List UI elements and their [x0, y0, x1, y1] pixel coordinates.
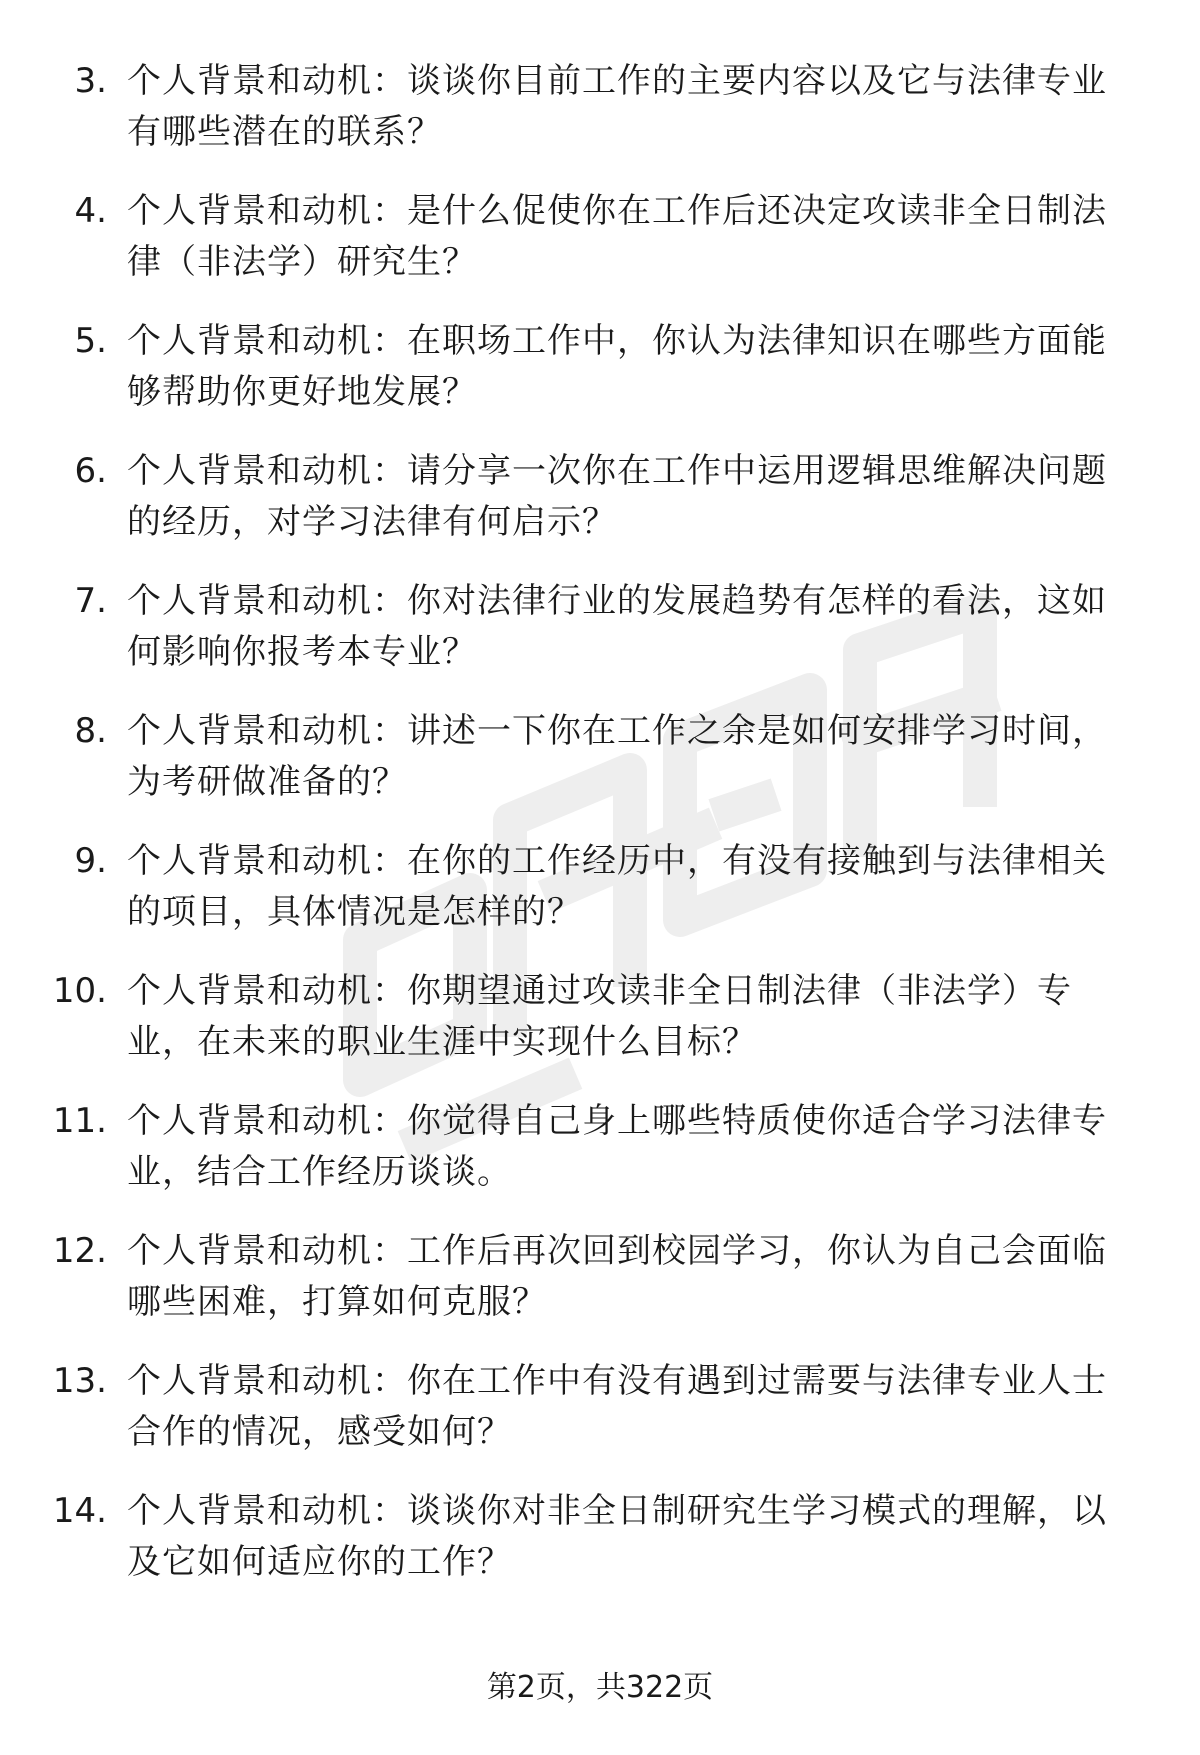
question-number: 13.	[52, 1361, 107, 1401]
question-item	[0, 706, 1200, 836]
question-item	[0, 1096, 1200, 1226]
question-text: 个人背景和动机：工作后再次回到校园学习，你认为自己会面临哪些困难，打算如何克服？	[127, 1231, 1107, 1322]
question-text: 个人背景和动机：谈谈你目前工作的主要内容以及它与法律专业有哪些潜在的联系？	[127, 61, 1107, 152]
question-number: 14.	[52, 1491, 107, 1531]
question-number: 9.	[74, 841, 107, 881]
question-item	[0, 1486, 1200, 1616]
question-item	[0, 186, 1200, 316]
page-number-footer: 第2页，共322页	[486, 1670, 714, 1705]
question-text: 个人背景和动机：是什么促使你在工作后还决定攻读非全日制法律（非法学）研究生？	[127, 191, 1107, 282]
question-number: 11.	[52, 1101, 107, 1141]
question-number: 3.	[74, 61, 107, 101]
question-number: 8.	[74, 711, 107, 751]
question-number: 4.	[74, 191, 107, 231]
question-item	[0, 1226, 1200, 1356]
question-text: 个人背景和动机：在职场工作中，你认为法律知识在哪些方面能够帮助你更好地发展？	[127, 321, 1107, 412]
question-text: 个人背景和动机：请分享一次你在工作中运用逻辑思维解决问题的经历，对学习法律有何启示？	[127, 451, 1107, 542]
question-item	[0, 836, 1200, 966]
question-text: 个人背景和动机：讲述一下你在工作之余是如何安排学习时间，为考研做准备的？	[127, 711, 1107, 802]
question-item	[0, 1356, 1200, 1486]
question-item	[0, 966, 1200, 1096]
question-item	[0, 446, 1200, 576]
question-item	[0, 576, 1200, 706]
question-text: 个人背景和动机：你在工作中有没有遇到过需要与法律专业人士合作的情况，感受如何？	[127, 1361, 1107, 1452]
question-text: 个人背景和动机：在你的工作经历中，有没有接触到与法律相关的项目，具体情况是怎样的？	[127, 841, 1107, 932]
question-number: 5.	[74, 321, 107, 361]
question-item	[0, 56, 1200, 186]
question-number: 10.	[52, 971, 107, 1011]
question-number: 6.	[74, 451, 107, 491]
question-number: 12.	[52, 1231, 107, 1271]
question-text: 个人背景和动机：你觉得自己身上哪些特质使你适合学习法律专业，结合工作经历谈谈。	[127, 1101, 1107, 1192]
question-list	[0, 56, 1200, 1616]
question-text: 个人背景和动机：谈谈你对非全日制研究生学习模式的理解，以及它如何适应你的工作？	[127, 1491, 1107, 1582]
question-text: 个人背景和动机：你对法律行业的发展趋势有怎样的看法，这如何影响你报考本专业？	[127, 581, 1107, 672]
question-number: 7.	[74, 581, 107, 621]
question-text: 个人背景和动机：你期望通过攻读非全日制法律（非法学）专业，在未来的职业生涯中实现什么目标？	[127, 971, 1072, 1062]
question-item	[0, 316, 1200, 446]
